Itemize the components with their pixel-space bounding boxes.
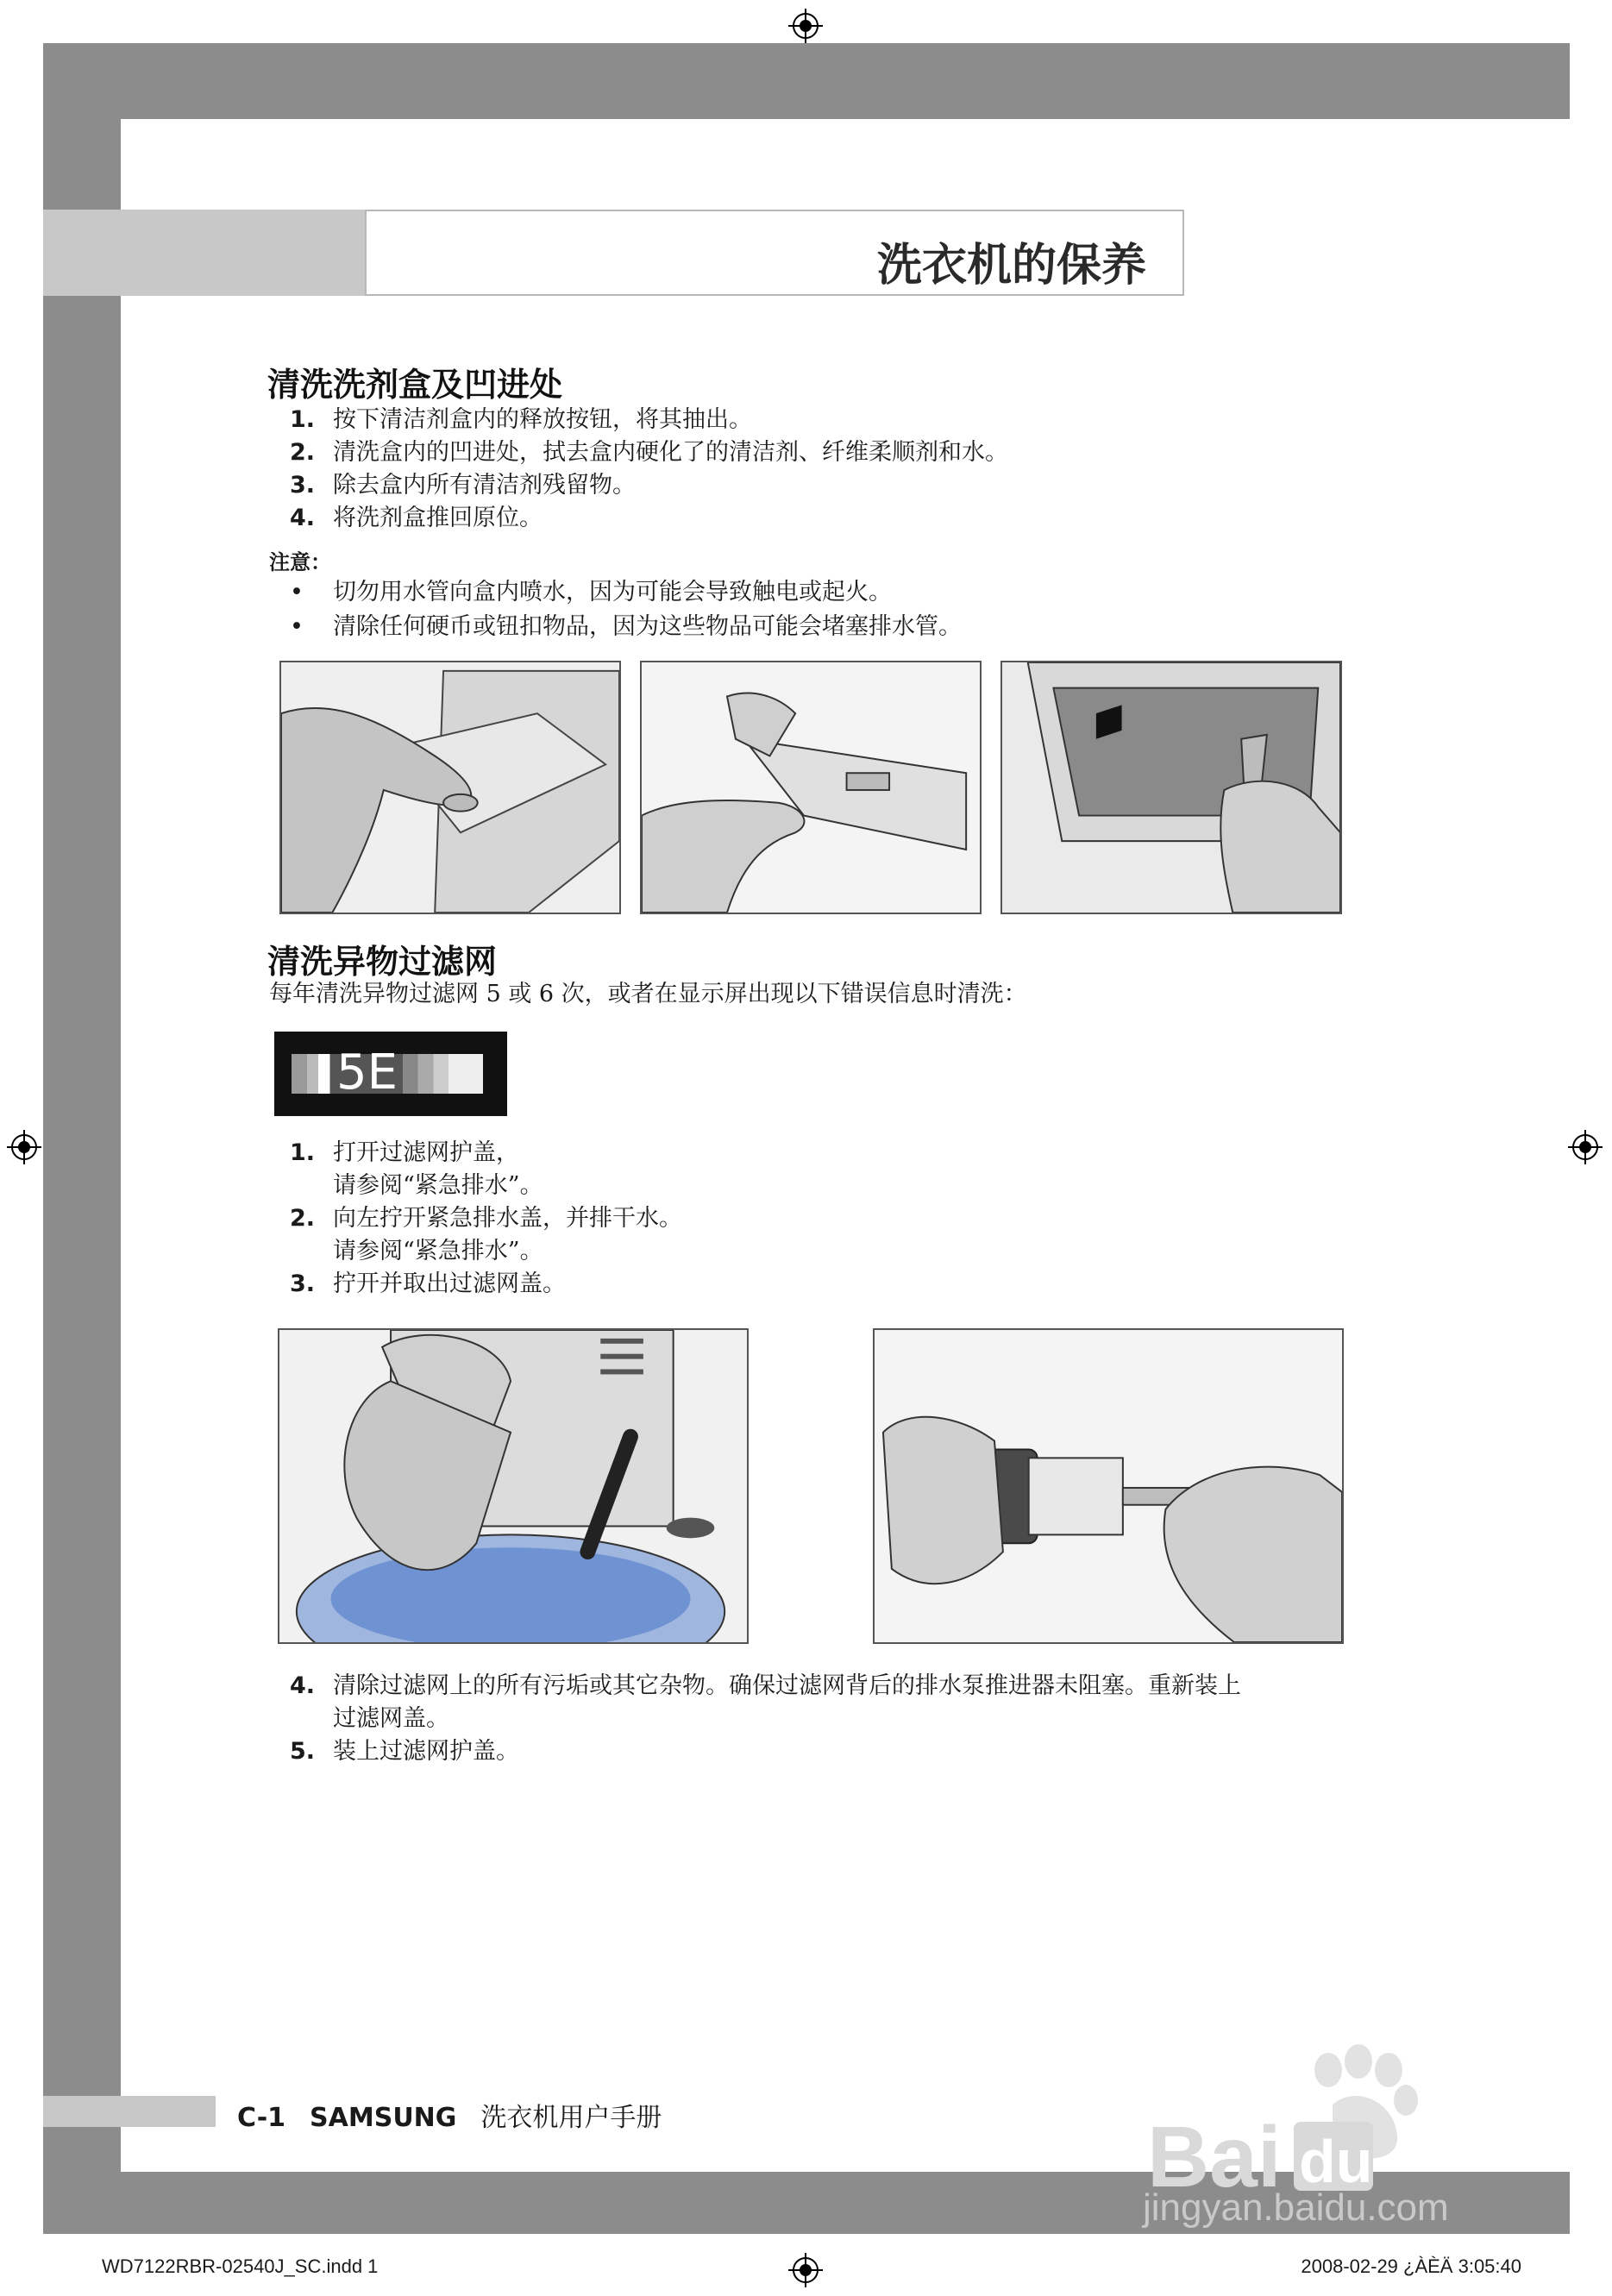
list-item: 1. 按下清洁剂盒内的释放按钮，将其抽出。 [290, 406, 752, 433]
list-item: 2. 向左拧开紧急排水盖，并排干水。 请参阅“紧急排水”。 [290, 1205, 682, 1264]
error-display [274, 1032, 507, 1116]
filter-steps-list-continued [274, 1670, 1413, 1768]
list-item: 1. 打开过滤网护盖， 请参阅“紧急排水”。 [290, 1139, 543, 1199]
list-item: 3. 除去盒内所有清洁剂残留物。 [290, 472, 636, 499]
left-frame-band [43, 43, 121, 2225]
registration-mark-right [1568, 1130, 1603, 1164]
list-item: • 切勿用水管向盒内喷水，因为可能会导致触电或起火。 [274, 575, 1396, 610]
note-label: 注意： [269, 550, 331, 574]
figure-pull-out-drawer [640, 661, 982, 914]
figure-press-release-button [279, 661, 621, 914]
print-slug-file: WD7122RBR-02540J_SC.indd 1 [102, 2255, 379, 2277]
footer-label [237, 2096, 662, 2134]
figure-clean-recess [1000, 661, 1342, 914]
error-code: 5E [336, 1044, 398, 1101]
registration-mark-left [7, 1130, 41, 1164]
section-heading-detergent-drawer: 清洗洗剂盒及凹进处 [267, 366, 563, 404]
page-title: 洗衣机的保养 [876, 240, 1146, 292]
list-item: 4. 将洗剂盒推回原位。 [290, 505, 543, 531]
list-item: 2. 清洗盒内的凹进处，拭去盒内硬化了的清洁剂、纤维柔顺剂和水。 [290, 439, 1008, 466]
list-item: • 清除任何硬币或钮扣物品，因为这些物品可能会堵塞排水管。 [274, 610, 1396, 644]
figure-remove-filter [873, 1328, 1344, 1644]
top-frame-band [43, 43, 1570, 119]
manual-title: 洗衣机用户手册 [480, 2103, 662, 2133]
brand-name: SAMSUNG [310, 2103, 457, 2133]
detergent-steps-list [274, 404, 1396, 535]
section-heading-debris-filter: 清洗异物过滤网 [267, 943, 498, 981]
list-item: 5. 装上过滤网护盖。 [290, 1738, 519, 1765]
list-item: 3. 拧开并取出过滤网盖。 [290, 1270, 566, 1297]
note-bullets [274, 575, 1396, 644]
list-item: 4. 清除过滤网上的所有污垢或其它杂物。确保过滤网背后的排水泵推进器未阻塞。重新装上 过滤网盖。 [290, 1672, 1241, 1732]
svg-text:du: du [1299, 2128, 1373, 2195]
filter-steps-list [274, 1137, 1396, 1301]
header-gray-tab [43, 210, 365, 296]
header-title-box [365, 210, 1184, 296]
registration-mark-top [788, 9, 823, 43]
print-slug-date: 2008-02-29 ¿ÀÈÄ 3:05:40 [1301, 2255, 1521, 2277]
footer-gray-tab [43, 2096, 216, 2127]
registration-mark-bottom [788, 2253, 823, 2287]
page-number: C-1 [237, 2103, 286, 2133]
filter-intro: 每年清洗异物过滤网 5 或 6 次，或者在显示屏出现以下错误信息时清洗： [269, 981, 1027, 1007]
svg-text:Bai: Bai [1147, 2109, 1282, 2205]
watermark-url: jingyan.baidu.com [1143, 2186, 1449, 2229]
figure-drain-water [278, 1328, 749, 1644]
